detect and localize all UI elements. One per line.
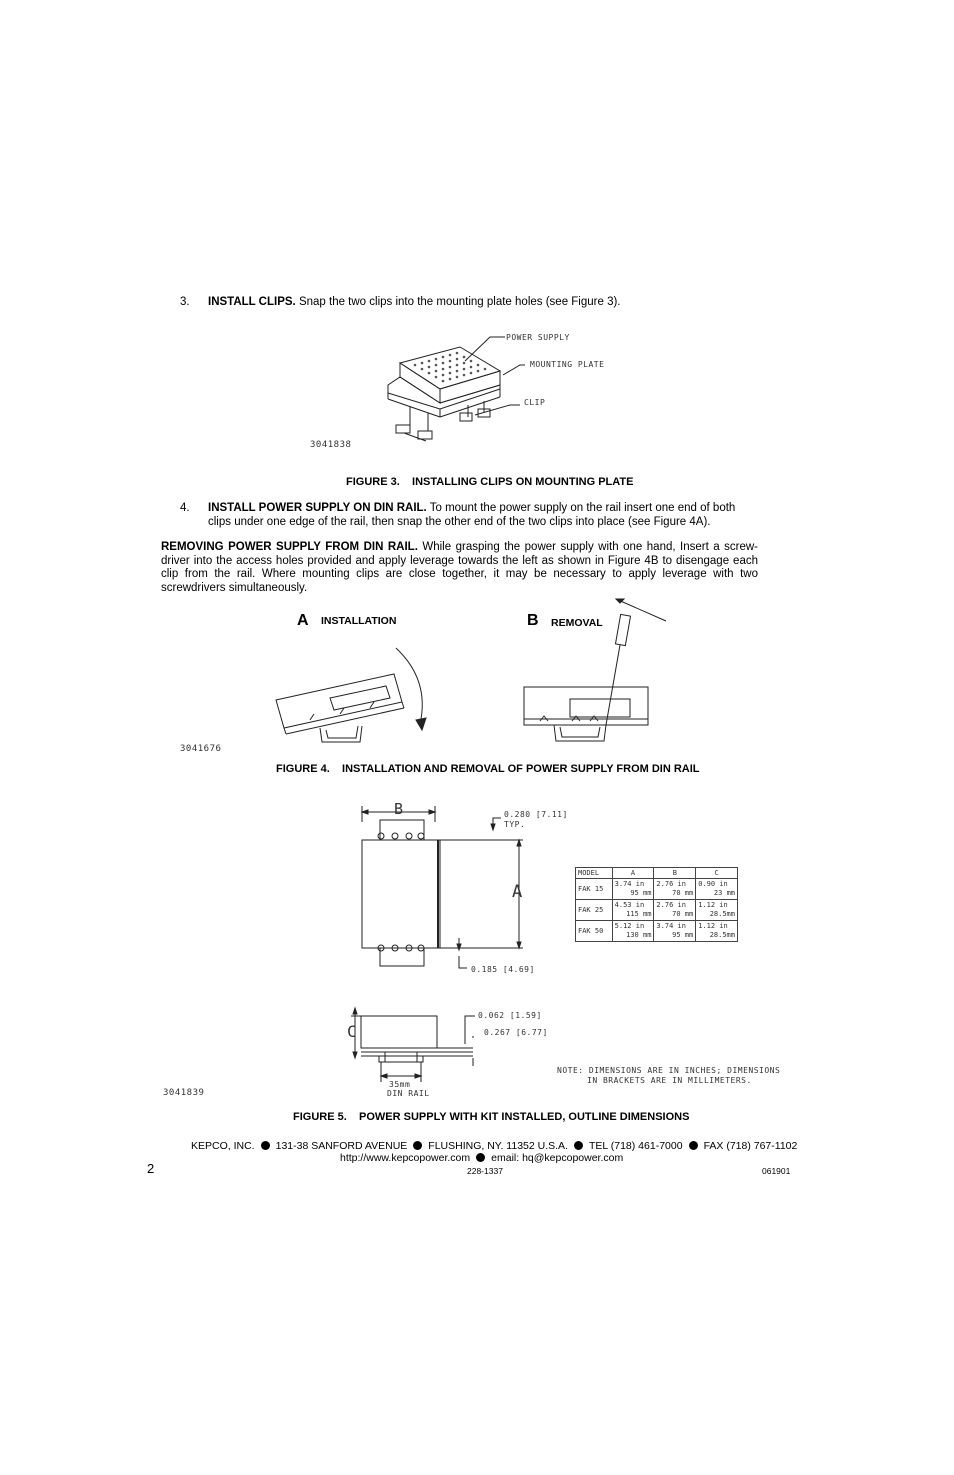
- table-row: [576, 900, 738, 921]
- cell-b: [654, 921, 696, 942]
- document-date: 061901: [762, 1166, 791, 1176]
- figure-4-id: 3041676: [180, 744, 222, 754]
- bullet-icon: [476, 1153, 485, 1162]
- bullet-icon: [261, 1141, 270, 1150]
- document-number: 228-1337: [467, 1166, 503, 1176]
- figure-4b-letter: B: [527, 612, 539, 629]
- figure-5-caption: FIGURE 5. POWER SUPPLY WITH KIT INSTALLED, OUTLINE DIMENSIONS: [293, 1111, 690, 1123]
- removing-paragraph: [161, 541, 758, 595]
- removing-title: REMOVING POWER SUPPLY FROM DIN RAIL.: [161, 541, 418, 553]
- figure-3-id: 3041838: [310, 440, 352, 450]
- step-title: INSTALL CLIPS.: [208, 296, 296, 308]
- step-4: [180, 502, 780, 529]
- figure-4b-drawing: [520, 595, 670, 755]
- cell-b-in: 3.74 in: [656, 922, 686, 930]
- dim-267: 0.267 [6.77]: [484, 1028, 548, 1037]
- cell-a-mm: 130 mm: [626, 931, 652, 939]
- cell-b-in: 2.76 in: [656, 880, 686, 888]
- footer-street: 131-38 SANFORD AVENUE: [275, 1140, 408, 1152]
- bullet-icon: [689, 1141, 698, 1150]
- footer-fax: FAX (718) 767-1102: [703, 1140, 798, 1152]
- removing-text: While grasping the power supply with one hand, Insert a screw-driver into the access holes provided and apply leverage towards the left as shown in Figure 4B to disengage each clip from the rail. Where mounting clips are close together, it may be necessary to apply leverage with two screwdrivers simultaneously.: [161, 541, 759, 594]
- label-clip: CLIP: [524, 398, 546, 407]
- step-text: Snap the two clips into the mounting plate holes (see Figure 3).: [295, 296, 621, 308]
- cell-a-in: 5.12 in: [614, 922, 645, 930]
- cell-a: [612, 879, 654, 900]
- th-a: A: [612, 868, 654, 879]
- step-title: INSTALL POWER SUPPLY ON DIN RAIL.: [208, 502, 427, 514]
- cell-c: [696, 900, 738, 921]
- cell-a-mm: 95 mm: [630, 889, 652, 897]
- th-model: MODEL: [576, 868, 613, 879]
- dimension-table: [575, 867, 738, 942]
- dim-c: C: [347, 1022, 358, 1041]
- bullet-icon: [413, 1141, 422, 1150]
- cell-b: [654, 900, 696, 921]
- cell-c-mm: 28.5mm: [709, 931, 735, 939]
- cell-model: FAK 50: [576, 921, 613, 942]
- th-c: C: [696, 868, 738, 879]
- footer-tel: TEL (718) 461-7000: [588, 1140, 683, 1152]
- table-header: [576, 868, 738, 879]
- cell-a: [612, 900, 654, 921]
- cell-a-in: 3.74 in: [614, 880, 645, 888]
- cell-b-mm: 95 mm: [672, 931, 694, 939]
- footer-contact: [340, 1152, 623, 1164]
- page-number: 2: [147, 1161, 155, 1176]
- figure-4a-label: INSTALLATION: [321, 615, 397, 627]
- cell-a-in: 4.53 in: [614, 901, 645, 909]
- cell-c-mm: 23 mm: [713, 889, 735, 897]
- dim-b: B: [394, 800, 404, 818]
- dim-280-typ: TYP.: [504, 820, 526, 829]
- label-mounting-plate: MOUNTING PLATE: [530, 360, 605, 369]
- figure-3-caption: FIGURE 3. INSTALLING CLIPS ON MOUNTING PLATE: [346, 476, 634, 488]
- figure-4b-label: REMOVAL: [551, 617, 603, 629]
- cell-c: [696, 921, 738, 942]
- bullet-icon: [574, 1141, 583, 1150]
- cell-c: [696, 879, 738, 900]
- note-line-2: IN BRACKETS ARE IN MILLIMETERS.: [587, 1076, 752, 1085]
- cell-model: FAK 25: [576, 900, 613, 921]
- step-text: To mount the power supply on the rail insert one end of both: [426, 502, 736, 514]
- cell-b-mm: 70 mm: [672, 910, 694, 918]
- th-b: B: [654, 868, 696, 879]
- figure-4a-letter: A: [297, 612, 309, 629]
- figure-4a-drawing: [270, 640, 440, 750]
- footer-company: KEPCO, INC.: [191, 1140, 255, 1152]
- step-number: 4.: [180, 502, 190, 514]
- cell-b: [654, 879, 696, 900]
- dim-280: 0.280 [7.11]: [504, 810, 568, 819]
- cell-b-mm: 70 mm: [672, 889, 694, 897]
- table-row: [576, 879, 738, 900]
- figure-4-caption: FIGURE 4. INSTALLATION AND REMOVAL OF POWER SUPPLY FROM DIN RAIL: [276, 763, 700, 775]
- figure-5-id: 3041839: [163, 1088, 205, 1098]
- table-row: [576, 921, 738, 942]
- dim-185: 0.185 [4.69]: [471, 965, 535, 974]
- cell-c-in: 1.12 in: [698, 922, 728, 930]
- footer-address: [191, 1140, 797, 1152]
- cell-c-in: 0.90 in: [698, 880, 728, 888]
- cell-c-in: 1.12 in: [698, 901, 728, 909]
- footer-email-link[interactable]: email: hq@kepcopower.com: [491, 1152, 624, 1164]
- note-line-1: NOTE: DIMENSIONS ARE IN INCHES; DIMENSIONS: [557, 1066, 781, 1075]
- cell-a: [612, 921, 654, 942]
- dim-a: A: [512, 882, 523, 902]
- cell-b-in: 2.76 in: [656, 901, 686, 909]
- dim-062: 0.062 [1.59]: [478, 1011, 542, 1020]
- cell-a-mm: 115 mm: [626, 910, 652, 918]
- figure-5-front-view: [355, 802, 585, 982]
- din-rail-label: DIN RAIL: [387, 1089, 430, 1098]
- dim-35mm: 35mm: [389, 1080, 411, 1089]
- cell-model: FAK 15: [576, 879, 613, 900]
- step-3: [180, 296, 780, 308]
- cell-c-mm: 28.5mm: [709, 910, 735, 918]
- footer-web-link[interactable]: http://www.kepcopower.com: [340, 1152, 471, 1164]
- label-power-supply: POWER SUPPLY: [506, 333, 570, 342]
- step-number: 3.: [180, 296, 190, 308]
- footer-city: FLUSHING, NY. 11352 U.S.A.: [428, 1140, 568, 1152]
- step-text-line2: clips under one edge of the rail, then snap the other end of the two clips into place (see Figure 4A).: [208, 515, 711, 528]
